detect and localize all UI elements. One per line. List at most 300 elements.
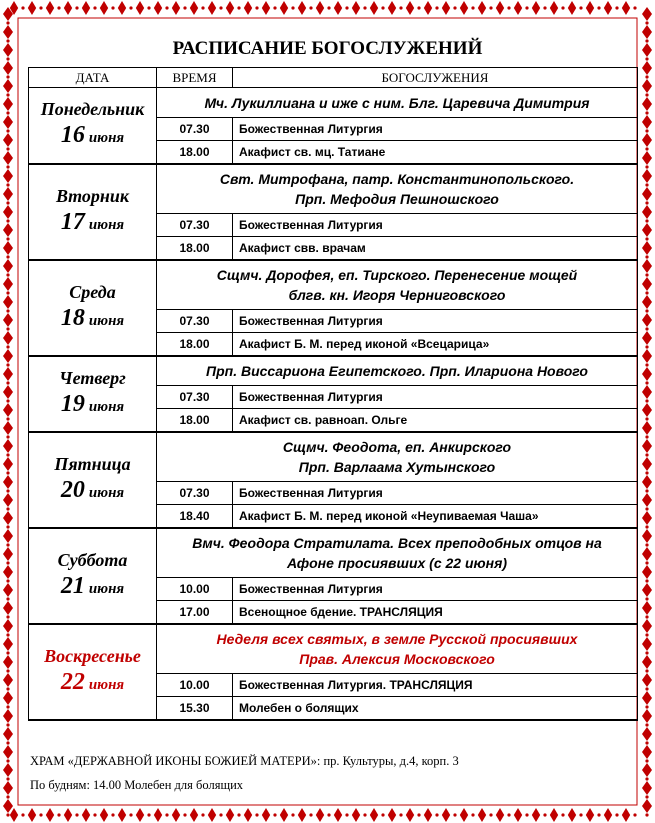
ornament-diamond [3, 367, 13, 381]
ornament-dot [579, 813, 582, 816]
ornament-diamond [514, 808, 522, 822]
ornament-dot [543, 6, 546, 9]
day-number: 21 [60, 572, 85, 599]
ornament-diamond [3, 61, 13, 75]
ornament-diamond [642, 133, 652, 147]
ornament-dot [645, 759, 648, 762]
ornament-dot [507, 6, 510, 9]
ornament-dot [6, 183, 9, 186]
ornament-dot [525, 6, 528, 9]
ornament-diamond [118, 808, 126, 822]
ornament-diamond [172, 808, 180, 822]
feast-line: блгв. кн. Игоря Черниговского [288, 287, 506, 303]
ornament-diamond [226, 1, 234, 15]
ornament-diamond [352, 808, 360, 822]
service-name: Молебен о болящих [233, 697, 638, 721]
ornament-diamond [208, 808, 216, 822]
ornament-dot [645, 561, 648, 564]
ornament-diamond [642, 637, 652, 651]
ornament-diamond [514, 1, 522, 15]
ornament-dot [6, 201, 9, 204]
ornament-dot [183, 813, 186, 816]
day-month: июня [88, 130, 125, 146]
service-name: Акафист св. равноап. Ольге [233, 409, 638, 433]
service-time: 07.30 [157, 214, 233, 237]
ornament-diamond [642, 25, 652, 39]
feast-line: Вмч. Феодора Стратилата. Всех преподобных отцов на [192, 535, 602, 551]
ornament-diamond [568, 1, 576, 15]
ornament-dot [6, 795, 9, 798]
day-row [29, 88, 638, 118]
ornament-diamond [10, 808, 18, 822]
ornament-diamond [28, 1, 36, 15]
day-row [29, 356, 638, 386]
ornament-dot [645, 795, 648, 798]
ornament-dot [645, 93, 648, 96]
ornament-dot [597, 6, 600, 9]
day-month: июня [88, 676, 125, 693]
ornament-diamond [642, 763, 652, 777]
ornament-dot [327, 6, 330, 9]
ornament-diamond [642, 97, 652, 111]
ornament-dot [6, 453, 9, 456]
day-name: Суббота [57, 549, 128, 570]
ornament-dot [6, 705, 9, 708]
ornament-diamond [642, 709, 652, 723]
ornament-dot [645, 687, 648, 690]
ornament-diamond [244, 808, 252, 822]
ornament-diamond [642, 331, 652, 345]
ornament-dot [6, 21, 9, 24]
feast-line: Афоне просиявших (с 22 июня) [286, 555, 508, 571]
ornament-diamond [370, 1, 378, 15]
ornament-dot [255, 813, 258, 816]
ornament-dot [645, 543, 648, 546]
feast-line: Мч. Лукиллиана и иже с ним. Блг. Царевича Димитрия [204, 94, 590, 111]
ornament-diamond [642, 799, 652, 813]
ornament-diamond [3, 763, 13, 777]
ornament-dot [6, 507, 9, 510]
ornament-diamond [3, 25, 13, 39]
ornament-diamond [642, 349, 652, 363]
ornament-diamond [136, 808, 144, 822]
ornament-dot [6, 633, 9, 636]
ornament-dot [129, 813, 132, 816]
feast-line: Прав. Алексия Московского [299, 651, 495, 667]
ornament-diamond [622, 808, 630, 822]
day-month: июня [88, 312, 125, 329]
ornament-diamond [262, 808, 270, 822]
header-services: БОГОСЛУЖЕНИЯ [233, 68, 638, 88]
ornament-dot [57, 813, 60, 816]
ornament-diamond [642, 511, 652, 525]
ornament-diamond [3, 565, 13, 579]
ornament-diamond [460, 808, 468, 822]
service-time: 18.00 [157, 141, 233, 165]
ornament-dot [363, 813, 366, 816]
ornament-diamond [642, 313, 652, 327]
day-date [29, 120, 156, 153]
ornament-dot [645, 381, 648, 384]
ornament-diamond [46, 808, 54, 822]
ornament-dot [6, 273, 9, 276]
ornament-diamond [3, 583, 13, 597]
ornament-diamond [82, 1, 90, 15]
day-month: июня [88, 580, 125, 597]
ornament-dot [57, 6, 60, 9]
ornament-diamond [370, 808, 378, 822]
service-time: 18.40 [157, 505, 233, 529]
service-name: Акафист свв. врачам [233, 237, 638, 261]
ornament-dot [645, 399, 648, 402]
service-name: Божественная Литургия [233, 482, 638, 505]
ornament-diamond [3, 781, 13, 795]
ornament-diamond [642, 565, 652, 579]
service-time: 07.30 [157, 482, 233, 505]
ornament-dot [255, 6, 258, 9]
day-cell [29, 164, 157, 260]
ornament-diamond [3, 421, 13, 435]
ornament-diamond [642, 259, 652, 273]
ornament-dot [435, 6, 438, 9]
day-name: Четверг [59, 367, 126, 388]
ornament-dot [399, 6, 402, 9]
service-time: 18.00 [157, 237, 233, 261]
ornament-dot [645, 669, 648, 672]
ornament-diamond [388, 808, 396, 822]
ornament-dot [129, 6, 132, 9]
service-name: Божественная Литургия [233, 578, 638, 601]
day-name: Понедельник [40, 99, 145, 119]
ornament-diamond [532, 808, 540, 822]
ornament-diamond [642, 115, 652, 129]
day-number: 17 [60, 208, 85, 235]
ornament-diamond [478, 1, 486, 15]
ornament-diamond [226, 808, 234, 822]
ornament-dot [291, 813, 294, 816]
ornament-dot [561, 6, 564, 9]
ornament-dot [6, 741, 9, 744]
ornament-diamond [3, 277, 13, 291]
ornament-dot [489, 813, 492, 816]
ornament-diamond [460, 1, 468, 15]
ornament-dot [645, 237, 648, 240]
ornament-diamond [3, 133, 13, 147]
day-cell [29, 432, 157, 528]
ornament-dot [645, 165, 648, 168]
ornament-dot [6, 93, 9, 96]
day-name: Пятница [54, 453, 131, 474]
weekday-schedule: По будням: 14.00 Молебен для болящих [30, 778, 244, 792]
ornament-diamond [334, 808, 342, 822]
feast-cell [157, 528, 638, 578]
feast-cell [157, 88, 638, 118]
ornament-diamond [3, 169, 13, 183]
ornament-dot [201, 6, 204, 9]
ornament-diamond [478, 808, 486, 822]
ornament-dot [75, 813, 78, 816]
ornament-diamond [280, 808, 288, 822]
ornament-dot [147, 6, 150, 9]
ornament-dot [645, 723, 648, 726]
ornament-diamond [642, 205, 652, 219]
ornament-dot [6, 615, 9, 618]
ornament-dot [6, 345, 9, 348]
ornament-dot [345, 813, 348, 816]
ornament-dot [645, 21, 648, 24]
service-time: 17.00 [157, 601, 233, 625]
ornament-diamond [550, 808, 558, 822]
ornament-dot [111, 813, 114, 816]
ornament-dot [645, 219, 648, 222]
ornament-dot [111, 6, 114, 9]
ornament-diamond [82, 808, 90, 822]
ornament-dot [6, 687, 9, 690]
ornament-diamond [3, 385, 13, 399]
day-month: июня [88, 398, 125, 415]
ornament-diamond [3, 223, 13, 237]
ornament-dot [645, 273, 648, 276]
ornament-dot [165, 6, 168, 9]
ornament-diamond [3, 295, 13, 309]
day-cell [29, 528, 157, 624]
ornament-dot [165, 813, 168, 816]
feast-cell [157, 432, 638, 482]
feast-cell [157, 624, 638, 674]
day-cell [29, 624, 157, 720]
ornament-diamond [3, 205, 13, 219]
ornament-diamond [3, 187, 13, 201]
ornament-diamond [642, 619, 652, 633]
ornament-diamond [352, 1, 360, 15]
ornament-dot [645, 201, 648, 204]
ornament-dot [6, 219, 9, 222]
ornament-diamond [262, 1, 270, 15]
ornament-dot [579, 6, 582, 9]
ornament-diamond [3, 115, 13, 129]
ornament-dot [39, 6, 42, 9]
ornament-dot [6, 651, 9, 654]
day-date [29, 667, 156, 700]
ornament-diamond [3, 511, 13, 525]
ornament-dot [645, 309, 648, 312]
ornament-diamond [550, 1, 558, 15]
day-name: Воскресенье [44, 645, 141, 666]
service-name: Всенощное бдение. ТРАНСЛЯЦИЯ [233, 601, 638, 625]
ornament-dot [6, 75, 9, 78]
day-month: июня [88, 484, 125, 501]
ornament-diamond [642, 655, 652, 669]
feast-line: Прп. Варлаама Хутынского [298, 459, 496, 475]
ornament-dot [147, 813, 150, 816]
ornament-diamond [190, 1, 198, 15]
ornament-dot [453, 813, 456, 816]
ornament-diamond [424, 808, 432, 822]
ornament-dot [645, 579, 648, 582]
feast-line: Сщмч. Феодота, еп. Анкирского [282, 439, 512, 455]
ornament-dot [645, 417, 648, 420]
day-number: 22 [60, 668, 85, 695]
ornament-diamond [3, 457, 13, 471]
ornament-diamond [442, 808, 450, 822]
ornament-diamond [642, 601, 652, 615]
ornament-dot [645, 651, 648, 654]
day-number: 16 [60, 122, 85, 148]
ornament-dot [6, 777, 9, 780]
ornament-diamond [3, 151, 13, 165]
ornament-diamond [280, 1, 288, 15]
ornament-diamond [154, 808, 162, 822]
ornament-dot [399, 813, 402, 816]
day-date [29, 475, 156, 508]
ornament-diamond [316, 808, 324, 822]
ornament-diamond [3, 313, 13, 327]
ornament-dot [6, 669, 9, 672]
ornament-dot [507, 813, 510, 816]
day-name: Среда [69, 281, 116, 302]
ornament-diamond [298, 808, 306, 822]
ornament-diamond [64, 1, 72, 15]
ornament-dot [6, 129, 9, 132]
ornament-diamond [406, 1, 414, 15]
page-title: РАСПИСАНИЕ БОГОСЛУЖЕНИЙ [172, 38, 483, 59]
ornament-dot [6, 723, 9, 726]
ornament-dot [6, 381, 9, 384]
ornament-diamond [3, 745, 13, 759]
day-cell [29, 260, 157, 356]
ornament-diamond [642, 493, 652, 507]
day-date [29, 207, 156, 240]
ornament-diamond [298, 1, 306, 15]
ornament-dot [6, 291, 9, 294]
ornament-dot [6, 471, 9, 474]
ornament-diamond [3, 655, 13, 669]
ornament-dot [615, 813, 618, 816]
ornament-diamond [3, 403, 13, 417]
ornament-diamond [604, 808, 612, 822]
header-row [29, 68, 638, 88]
ornament-dot [237, 6, 240, 9]
ornament-dot [645, 435, 648, 438]
ornament-diamond [642, 421, 652, 435]
ornament-dot [6, 435, 9, 438]
ornament-diamond [424, 1, 432, 15]
ornament-diamond [642, 745, 652, 759]
ornament-dot [645, 345, 648, 348]
ornament-diamond [3, 799, 13, 813]
feast-line: Неделя всех святых, в земле Русской просиявших [216, 631, 578, 647]
feast-line: Свт. Митрофана, патр. Константинопольского. [219, 171, 575, 187]
ornament-dot [219, 6, 222, 9]
ornament-dot [645, 453, 648, 456]
ornament-dot [489, 6, 492, 9]
ornament-dot [417, 6, 420, 9]
ornament-diamond [3, 349, 13, 363]
ornament-diamond [190, 808, 198, 822]
service-name: Акафист Б. М. перед иконой «Всецарица» [233, 333, 638, 357]
feast-line: Прп. Виссариона Египетского. Прп. Илариона Нового [206, 363, 588, 379]
ornament-dot [645, 741, 648, 744]
ornament-diamond [208, 1, 216, 15]
ornament-dot [645, 147, 648, 150]
ornament-diamond [3, 97, 13, 111]
ornament-dot [6, 165, 9, 168]
ornament-diamond [642, 457, 652, 471]
ornament-diamond [642, 61, 652, 75]
ornament-diamond [642, 169, 652, 183]
ornament-dot [597, 813, 600, 816]
ornament-diamond [3, 241, 13, 255]
ornament-diamond [642, 583, 652, 597]
ornament-diamond [642, 295, 652, 309]
ornament-dot [237, 813, 240, 816]
ornament-dot [183, 6, 186, 9]
ornament-diamond [46, 1, 54, 15]
ornament-diamond [622, 1, 630, 15]
ornament-dot [633, 813, 636, 816]
day-number: 18 [60, 304, 85, 331]
ornament-dot [645, 813, 648, 816]
feast-cell [157, 260, 638, 310]
header-time: ВРЕМЯ [157, 68, 233, 88]
ornament-dot [645, 255, 648, 258]
ornament-dot [615, 6, 618, 9]
service-name: Божественная Литургия [233, 310, 638, 333]
ornament-dot [6, 543, 9, 546]
ornament-diamond [586, 808, 594, 822]
day-month: июня [88, 216, 125, 233]
ornament-dot [645, 705, 648, 708]
schedule-table [28, 67, 638, 721]
ornament-diamond [642, 7, 652, 21]
ornament-diamond [154, 1, 162, 15]
ornament-diamond [642, 439, 652, 453]
day-row [29, 528, 638, 578]
ornament-dot [6, 561, 9, 564]
ornament-diamond [388, 1, 396, 15]
ornament-diamond [642, 691, 652, 705]
ornament-dot [645, 327, 648, 330]
day-cell [29, 88, 157, 165]
day-date [29, 303, 156, 336]
ornament-diamond [3, 475, 13, 489]
ornament-diamond [642, 547, 652, 561]
ornament-dot [645, 633, 648, 636]
service-time: 18.00 [157, 333, 233, 357]
ornament-diamond [100, 808, 108, 822]
ornament-diamond [3, 79, 13, 93]
ornament-diamond [3, 529, 13, 543]
ornament-dot [75, 6, 78, 9]
ornament-diamond [568, 808, 576, 822]
ornament-dot [219, 813, 222, 816]
ornament-dot [201, 813, 204, 816]
day-cell [29, 356, 157, 432]
ornament-dot [6, 489, 9, 492]
ornament-diamond [316, 1, 324, 15]
ornament-diamond [3, 709, 13, 723]
feast-cell [157, 164, 638, 214]
ornament-dot [6, 597, 9, 600]
ornament-diamond [642, 151, 652, 165]
ornament-dot [645, 777, 648, 780]
ornament-diamond [642, 223, 652, 237]
ornament-dot [6, 417, 9, 420]
ornament-dot [327, 813, 330, 816]
ornament-dot [6, 255, 9, 258]
ornament-dot [471, 813, 474, 816]
ornament-dot [525, 813, 528, 816]
